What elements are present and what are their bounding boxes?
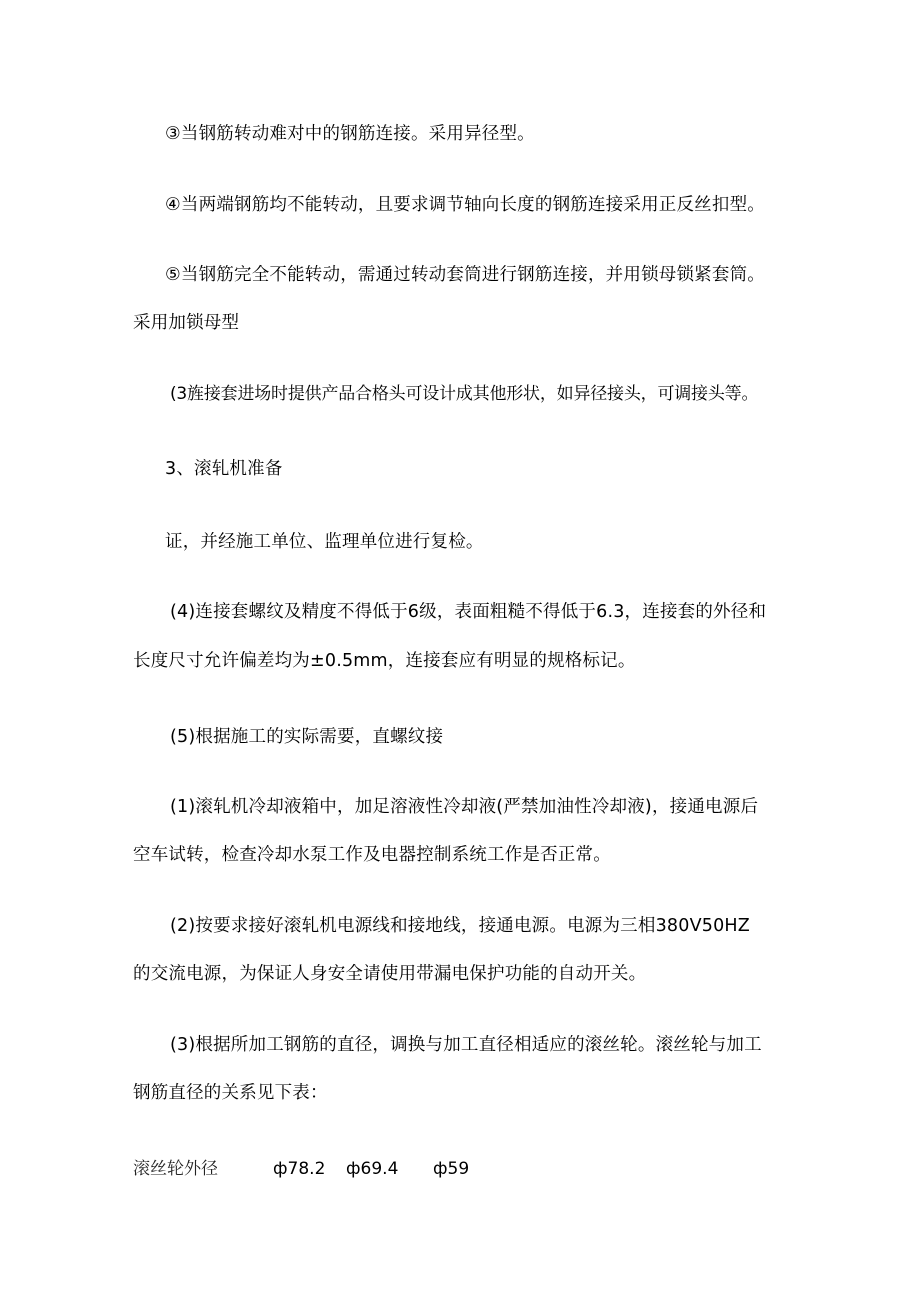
table-value: ф69.4 — [346, 1159, 399, 1179]
paragraph-line: (2)按要求接好滚轧机电源线和接地线，接通电源。电源为三相380V50HZ — [170, 916, 750, 936]
paragraph-line: (4)连接套螺纹及精度不得低于6级，表面粗糙不得低于6.3，连接套的外径和 — [170, 602, 767, 622]
paragraph-line: ③当钢筋转动难对中的钢筋连接。采用异径型。 — [165, 124, 535, 144]
paragraph-line: 证，并经施工单位、监理单位进行复检。 — [165, 532, 484, 552]
paragraph-line: 的交流电源，为保证人身安全请使用带漏电保护功能的自动开关。 — [133, 964, 647, 984]
section-heading: 3、滚轧机准备 — [165, 459, 283, 479]
paragraph-line: (3旌接套进场时提供产品合格头可设计成其他形状，如异径接头，可调接头等。 — [170, 384, 759, 404]
paragraph-line: (3)根据所加工钢筋的直径，调换与加工直径相适应的滚丝轮。滚丝轮与加工 — [170, 1035, 762, 1055]
paragraph-line: ⑤当钢筋完全不能转动，需通过转动套筒进行钢筋连接，并用锁母锁紧套筒。 — [165, 265, 765, 285]
paragraph-line: 空车试转，检查冷却水泵工作及电器控制系统工作是否正常。 — [133, 845, 611, 865]
table-value: ф59 — [433, 1159, 470, 1179]
paragraph-line: (5)根据施工的实际需要，直螺纹接 — [170, 727, 444, 747]
paragraph-line: 长度尺寸允许偏差均为±0.5mm，连接套应有明显的规格标记。 — [133, 651, 636, 671]
table-label: 滚丝轮外径 — [133, 1159, 218, 1179]
paragraph-line: 钢筋直径的关系见下表： — [133, 1083, 328, 1103]
paragraph-line: (1)滚轧机冷却液箱中，加足溶液性冷却液(严禁加油性冷却液)，接通电源后 — [170, 797, 759, 817]
paragraph-line: ④当两端钢筋均不能转动，且要求调节轴向长度的钢筋连接采用正反丝扣型。 — [165, 195, 765, 215]
table-value: ф78.2 — [273, 1159, 326, 1179]
paragraph-line: 采用加锁母型 — [133, 313, 240, 333]
